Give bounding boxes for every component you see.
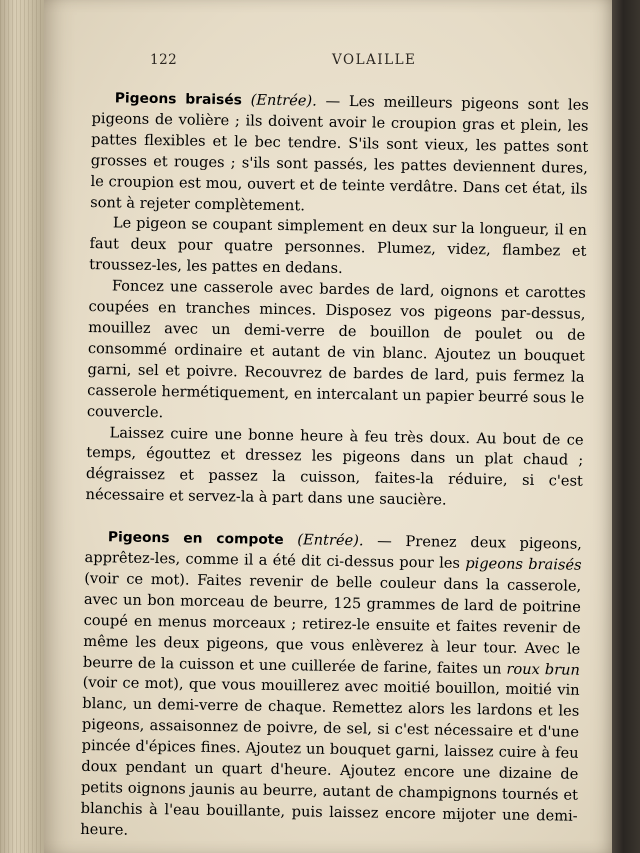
- book-gutter: [612, 0, 640, 853]
- recipe-paragraph: [80, 527, 582, 848]
- page-stack-edge: [0, 0, 44, 853]
- paragraph-text: (voir ce mot). Faites revenir de belle couleur dans la casserole, avec un bon morceau de beurre, 125 grammes de lard de poitrine coupé en menus morceaux ; retirez-le ensuite et faites revenir de même les deux pigeons, que vous enlèverez à leur tour. Avec le beurre de la cuisson et une cuillerée de farine, faites un: [82, 569, 582, 678]
- cross-reference: roux brun: [506, 660, 581, 679]
- recipe-paragraph: [90, 88, 589, 221]
- running-title: VOLAILLE: [332, 52, 417, 68]
- recipe-paragraph: Laissez cuire une bonne heure à feu très doux. Au bout de ce temps, égouttez et dressez les pigeons dans un plat chaud ; dégraissez et passez la cuisson, faites-la réduire, si c'est nécessaire et servez-la à part dans une saucière.: [85, 423, 584, 509]
- recipe-title: Pigeons en compote: [107, 529, 284, 549]
- recipe-category: (Entrée).: [297, 531, 364, 550]
- cross-reference: pigeons braisés: [465, 554, 582, 574]
- recipe-title: Pigeons braisés: [114, 90, 242, 109]
- recipe-pigeons-braises: [85, 88, 589, 514]
- paragraph-text: (voir ce mot), que vous mouillerez avec moitié bouillon, moitié vin blanc, un demi-verre de chaque. Remettez alors les lardons et les pigeons, assaisonnez de poivre, de sel, si c'est nécessaire et d'une pincée d'épices fines. Ajoutez un bouquet garni, laissez cuire à feu doux pendant un quart d'heure. Ajoutez encore une dizaine de petits oignons jaunis au beurre, autant de champignons tournés et blanchis à l'eau bouillante, puis laissez encore mijoter une demi-heure.: [80, 674, 580, 839]
- recipe-category: (Entrée).: [250, 91, 317, 110]
- paragraph-text: — Prenez deux pigeons, apprêtez-les, comme il a été dit ci-dessus pour les: [84, 532, 583, 572]
- recipe-paragraph: Le pigeon se coupant simplement en deux sur la longueur, il en faut deux pour quatre personnes. Plumez, videz, flambez et troussez-les, les pattes en dedans.: [89, 214, 587, 278]
- recipe-paragraph: Foncez une casserole avec bardes de lard, oignons et carottes coupées en tranches minces. Disposez vos pigeons par-dessus, mouillez avec un demi-verre de bouillon de poulet ou de consommé ordinaire et autant de vin blanc. Ajoutez un bouquet garni, sel et poivre. Recouvrez de bardes de lard, puis fermez la casserole hermétiquement, en intercalant un papier beurré sous le couvercle.: [86, 277, 586, 421]
- page-number: 122: [150, 52, 178, 68]
- paragraph-text: — Les meilleurs pigeons sont les pigeons de volière ; ils doivent avoir le croupion gras et plein, les pattes flexibles et le bec tendre. S'ils sont vieux, les pattes sont grosses et rouges ; s'ils sont passés, les pattes deviennent dures, le croupion est mou, ouvert et de teinte verdâtre. Dans cet état, ils sont à rejeter complètement.: [90, 92, 589, 214]
- page-text: [80, 88, 589, 848]
- recipe-pigeons-en-compote: [80, 527, 582, 848]
